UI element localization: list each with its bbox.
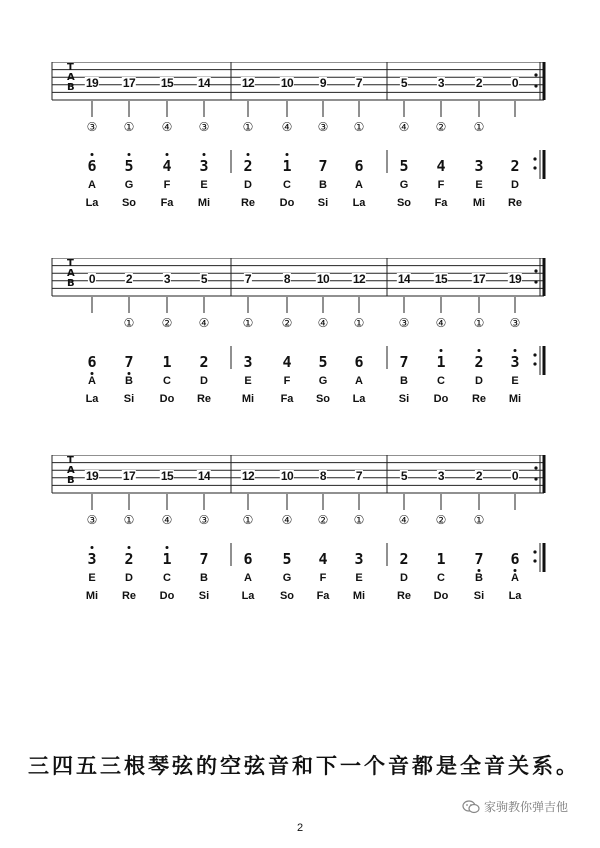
note-letter: E — [200, 179, 208, 191]
solfege-syllable: La — [352, 393, 366, 405]
string-number: ③ — [86, 120, 98, 134]
string-number: ④ — [198, 316, 210, 330]
note-letter: A — [355, 375, 363, 387]
note-letter: G — [282, 572, 292, 584]
repeat-dot — [533, 353, 536, 356]
jianpu-note — [199, 551, 208, 567]
note-letter: F — [437, 179, 445, 191]
jianpu-note — [87, 551, 96, 567]
note-letter: A — [355, 179, 363, 191]
note-letter: D — [400, 572, 408, 584]
solfege-syllable: Si — [317, 197, 329, 209]
fret-number: 5 — [200, 272, 208, 287]
octave-up-dot — [286, 153, 289, 156]
jianpu-digit: 4 — [162, 157, 172, 175]
jianpu-note — [199, 158, 208, 174]
fret-number: 8 — [283, 272, 291, 287]
tab-clef-letter: A — [67, 72, 75, 83]
string-number: ① — [242, 513, 254, 527]
jianpu-digit: 4 — [436, 157, 446, 175]
string-number: ② — [435, 120, 447, 134]
string-number: ① — [242, 120, 254, 134]
string-number: ③ — [86, 513, 98, 527]
jianpu-note — [87, 354, 96, 370]
solfege-syllable: Do — [159, 393, 175, 405]
fret-number: 3 — [163, 272, 171, 287]
jianpu-digit: 3 — [510, 353, 520, 371]
solfege-syllable: Re — [396, 590, 412, 602]
fret-number: 3 — [437, 76, 445, 91]
jianpu-digit: 7 — [399, 353, 409, 371]
fret-number: 9 — [319, 76, 327, 91]
jianpu-digit: 3 — [474, 157, 484, 175]
solfege-syllable: So — [396, 197, 412, 209]
jianpu-digit: 1 — [162, 353, 172, 371]
octave-up-dot — [478, 349, 481, 352]
jianpu-digit: 5 — [318, 353, 328, 371]
string-number: ① — [353, 316, 365, 330]
jianpu-note — [399, 158, 408, 174]
note-letter: C — [437, 375, 445, 387]
jianpu-note — [399, 354, 408, 370]
jianpu-digit: 6 — [87, 157, 97, 175]
string-number: ② — [281, 316, 293, 330]
string-number: ① — [123, 316, 135, 330]
jianpu-digit: 1 — [162, 550, 172, 568]
octave-up-dot — [166, 546, 169, 549]
repeat-dot — [533, 362, 536, 365]
jianpu-digit: 1 — [282, 157, 292, 175]
tab-system — [0, 455, 600, 645]
string-number: ④ — [161, 513, 173, 527]
fret-number: 2 — [125, 272, 133, 287]
note-letter: G — [399, 179, 409, 191]
fret-number: 14 — [197, 469, 211, 484]
octave-up-dot — [514, 349, 517, 352]
tab-clef-letter: A — [67, 268, 75, 279]
jianpu-note — [124, 551, 133, 567]
jianpu-note — [162, 551, 171, 567]
tab-system — [0, 258, 600, 448]
repeat-dot — [533, 559, 536, 562]
octave-up-dot — [166, 153, 169, 156]
solfege-syllable: Si — [198, 590, 210, 602]
repeat-dot — [534, 477, 537, 480]
octave-up-dot — [203, 153, 206, 156]
solfege-syllable: La — [85, 197, 99, 209]
solfege-syllable: Si — [473, 590, 485, 602]
tab-clef-letter: B — [67, 82, 75, 93]
watermark — [462, 798, 568, 815]
jianpu-note — [124, 158, 133, 174]
jianpu-note — [510, 551, 519, 567]
jianpu-note — [282, 158, 291, 174]
note-letter: B — [400, 375, 408, 387]
repeat-dot — [534, 280, 537, 283]
fret-number: 10 — [280, 76, 294, 91]
jianpu-note — [243, 158, 252, 174]
solfege-syllable: Do — [159, 590, 175, 602]
jianpu-note — [474, 354, 483, 370]
note-letter: B — [475, 572, 483, 584]
repeat-dot — [534, 84, 537, 87]
jianpu-note — [474, 551, 483, 567]
fret-number: 14 — [397, 272, 411, 287]
solfege-syllable: La — [241, 590, 255, 602]
string-number: ④ — [317, 316, 329, 330]
string-number: ② — [435, 513, 447, 527]
jianpu-note — [399, 551, 408, 567]
solfege-syllable: Mi — [352, 590, 366, 602]
solfege-syllable: Mi — [241, 393, 255, 405]
tab-clef-letter: T — [67, 258, 74, 269]
fret-number: 17 — [122, 469, 136, 484]
solfege-syllable: Do — [433, 393, 449, 405]
string-number: ③ — [198, 120, 210, 134]
solfege-syllable: Fa — [160, 197, 174, 209]
fret-number: 15 — [160, 76, 174, 91]
jianpu-digit: 7 — [318, 157, 328, 175]
jianpu-digit: 7 — [124, 353, 134, 371]
fret-number: 2 — [475, 76, 483, 91]
note-letter: F — [283, 375, 291, 387]
fret-number: 0 — [88, 272, 96, 287]
string-number: ① — [353, 120, 365, 134]
solfege-syllable: Re — [471, 393, 487, 405]
jianpu-note — [318, 354, 327, 370]
string-number: ③ — [398, 316, 410, 330]
note-letter: B — [319, 179, 327, 191]
jianpu-note — [354, 158, 363, 174]
string-number: ④ — [398, 513, 410, 527]
jianpu-note — [436, 354, 445, 370]
solfege-syllable: La — [508, 590, 522, 602]
fret-number: 19 — [508, 272, 522, 287]
fret-number: 0 — [511, 469, 519, 484]
note-letter: E — [475, 179, 483, 191]
jianpu-note — [436, 551, 445, 567]
tab-clef-letter: B — [67, 475, 75, 486]
jianpu-note — [243, 354, 252, 370]
jianpu-note — [436, 158, 445, 174]
fret-number: 10 — [316, 272, 330, 287]
repeat-dot — [534, 466, 537, 469]
note-letter: E — [88, 572, 96, 584]
jianpu-digit: 2 — [474, 353, 484, 371]
solfege-syllable: Do — [433, 590, 449, 602]
string-number: ① — [242, 316, 254, 330]
note-letter: C — [163, 375, 171, 387]
string-number: ① — [473, 316, 485, 330]
jianpu-digit: 1 — [436, 550, 446, 568]
note-letter: E — [511, 375, 519, 387]
string-number: ① — [473, 120, 485, 134]
solfege-syllable: Re — [507, 197, 523, 209]
fret-number: 14 — [197, 76, 211, 91]
fret-number: 8 — [319, 469, 327, 484]
jianpu-digit: 7 — [199, 550, 209, 568]
fret-number: 12 — [352, 272, 366, 287]
tab-clef-letter: T — [67, 455, 74, 466]
string-number: ① — [123, 513, 135, 527]
string-number: ④ — [398, 120, 410, 134]
jianpu-note — [510, 354, 519, 370]
tab-system — [0, 62, 600, 252]
jianpu-digit: 5 — [399, 157, 409, 175]
note-letter: B — [125, 375, 133, 387]
jianpu-digit: 2 — [399, 550, 409, 568]
string-number: ④ — [435, 316, 447, 330]
jianpu-note — [510, 158, 519, 174]
fret-number: 2 — [475, 469, 483, 484]
note-letter: E — [244, 375, 252, 387]
octave-up-dot — [440, 349, 443, 352]
solfege-syllable: Mi — [197, 197, 211, 209]
solfege-syllable: La — [352, 197, 366, 209]
note-letter: B — [200, 572, 208, 584]
string-number: ① — [353, 513, 365, 527]
jianpu-note — [243, 551, 252, 567]
note-letter: D — [125, 572, 133, 584]
note-letter: C — [437, 572, 445, 584]
jianpu-digit: 1 — [436, 353, 446, 371]
jianpu-digit: 5 — [124, 157, 134, 175]
note-letter: E — [355, 572, 363, 584]
jianpu-note — [354, 354, 363, 370]
note-letter: C — [283, 179, 291, 191]
solfege-syllable: Fa — [316, 590, 330, 602]
jianpu-digit: 6 — [354, 157, 364, 175]
solfege-syllable: Mi — [85, 590, 99, 602]
fret-number: 19 — [85, 469, 99, 484]
note-letter: G — [124, 179, 134, 191]
jianpu-digit: 3 — [354, 550, 364, 568]
jianpu-note — [282, 551, 291, 567]
string-number: ④ — [281, 513, 293, 527]
solfege-syllable: Mi — [472, 197, 486, 209]
note-letter: D — [511, 179, 519, 191]
note-letter: F — [163, 179, 171, 191]
octave-up-dot — [247, 153, 250, 156]
fret-number: 12 — [241, 76, 255, 91]
fret-number: 7 — [355, 76, 363, 91]
solfege-syllable: Do — [279, 197, 295, 209]
note-letter: D — [475, 375, 483, 387]
solfege-syllable: Si — [398, 393, 410, 405]
note-letter: F — [319, 572, 327, 584]
octave-up-dot — [128, 546, 131, 549]
solfege-syllable: So — [315, 393, 331, 405]
string-number: ① — [123, 120, 135, 134]
jianpu-note — [318, 158, 327, 174]
fret-number: 15 — [434, 272, 448, 287]
note-letter: A — [88, 375, 96, 387]
jianpu-digit: 6 — [87, 353, 97, 371]
string-number: ① — [473, 513, 485, 527]
repeat-dot — [534, 73, 537, 76]
jianpu-digit: 4 — [318, 550, 328, 568]
solfege-syllable: Mi — [508, 393, 522, 405]
octave-up-dot — [91, 546, 94, 549]
jianpu-digit: 7 — [474, 550, 484, 568]
jianpu-digit: 3 — [243, 353, 253, 371]
note-letter: D — [244, 179, 252, 191]
repeat-dot — [534, 269, 537, 272]
solfege-syllable: Si — [123, 393, 135, 405]
jianpu-note — [162, 158, 171, 174]
fret-number: 19 — [85, 76, 99, 91]
jianpu-digit: 4 — [282, 353, 292, 371]
watermark-text: 家驹教你弹吉他 — [483, 800, 568, 814]
jianpu-digit: 2 — [199, 353, 209, 371]
solfege-syllable: La — [85, 393, 99, 405]
solfege-syllable: So — [279, 590, 295, 602]
fret-number: 10 — [280, 469, 294, 484]
jianpu-digit: 6 — [354, 353, 364, 371]
note-letter: A — [244, 572, 252, 584]
jianpu-digit: 3 — [87, 550, 97, 568]
jianpu-digit: 3 — [199, 157, 209, 175]
jianpu-digit: 6 — [243, 550, 253, 568]
jianpu-note — [282, 354, 291, 370]
repeat-dot — [533, 166, 536, 169]
solfege-syllable: Re — [121, 590, 137, 602]
repeat-dot — [533, 550, 536, 553]
fret-number: 15 — [160, 469, 174, 484]
jianpu-digit: 2 — [243, 157, 253, 175]
solfege-syllable: Re — [196, 393, 212, 405]
note-letter: D — [200, 375, 208, 387]
jianpu-digit: 6 — [510, 550, 520, 568]
string-number: ④ — [281, 120, 293, 134]
fret-number: 12 — [241, 469, 255, 484]
page-number: 2 — [296, 822, 304, 834]
string-number: ④ — [161, 120, 173, 134]
tab-clef-letter: B — [67, 278, 75, 289]
solfege-syllable: Re — [240, 197, 256, 209]
string-number: ② — [161, 316, 173, 330]
jianpu-note — [199, 354, 208, 370]
solfege-syllable: Fa — [280, 393, 294, 405]
wechat-icon — [462, 800, 480, 814]
jianpu-note — [124, 354, 133, 370]
string-number: ③ — [509, 316, 521, 330]
string-number: ② — [317, 513, 329, 527]
jianpu-digit: 2 — [510, 157, 520, 175]
jianpu-digit: 2 — [124, 550, 134, 568]
footer-note: 三四五三根琴弦的空弦音和下一个音都是全音关系。 — [28, 753, 580, 778]
fret-number: 0 — [511, 76, 519, 91]
fret-number: 7 — [244, 272, 252, 287]
tab-clef-letter: T — [67, 62, 74, 73]
jianpu-digit: 5 — [282, 550, 292, 568]
note-letter: C — [163, 572, 171, 584]
note-letter: G — [318, 375, 328, 387]
solfege-syllable: Fa — [434, 197, 448, 209]
jianpu-note — [474, 158, 483, 174]
octave-up-dot — [128, 153, 131, 156]
jianpu-note — [318, 551, 327, 567]
octave-up-dot — [91, 153, 94, 156]
fret-number: 17 — [122, 76, 136, 91]
jianpu-note — [162, 354, 171, 370]
jianpu-note — [87, 158, 96, 174]
string-number: ③ — [317, 120, 329, 134]
tab-clef-letter: A — [67, 465, 75, 476]
fret-number: 3 — [437, 469, 445, 484]
fret-number: 5 — [400, 469, 408, 484]
note-letter: A — [88, 179, 96, 191]
jianpu-note — [354, 551, 363, 567]
solfege-syllable: So — [121, 197, 137, 209]
fret-number: 7 — [355, 469, 363, 484]
string-number: ③ — [198, 513, 210, 527]
repeat-dot — [533, 157, 536, 160]
fret-number: 17 — [472, 272, 486, 287]
note-letter: A — [511, 572, 519, 584]
fret-number: 5 — [400, 76, 408, 91]
